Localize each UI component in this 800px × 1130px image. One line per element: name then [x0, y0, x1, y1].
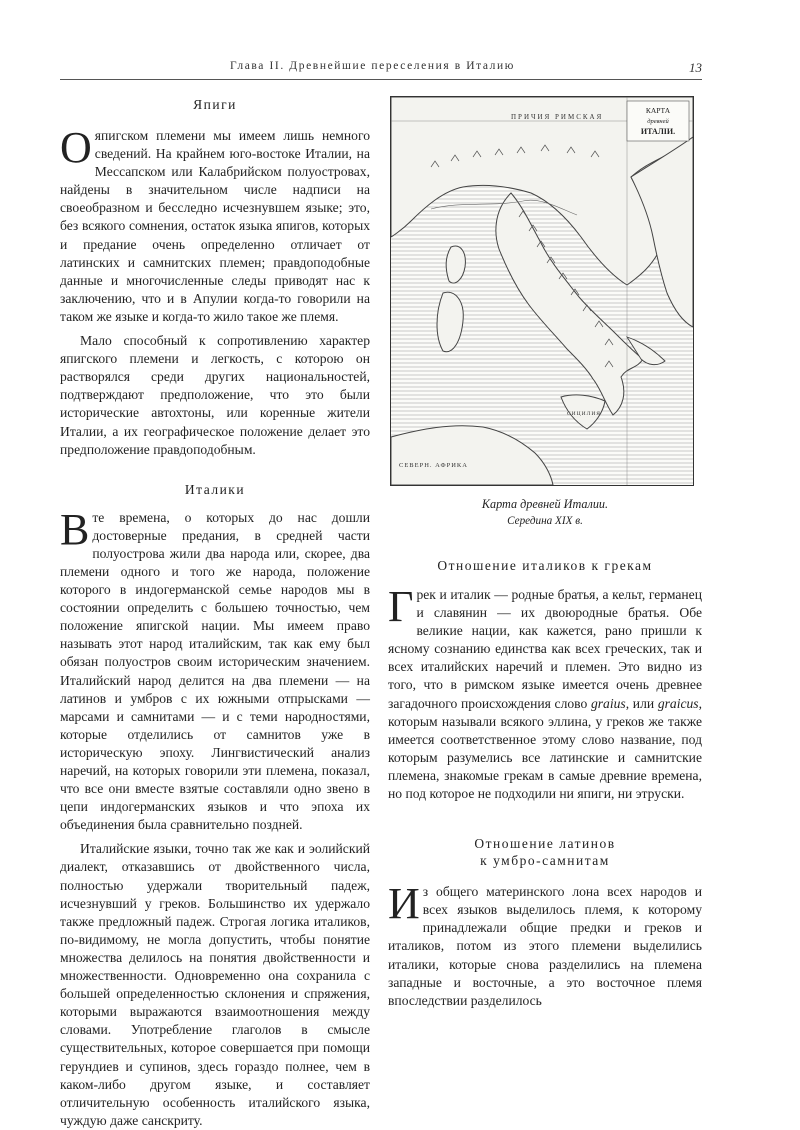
- paragraph: Грек и италик — родные братья, а кельт, германец и славянин — их двоюродные братья. Обе великие нации, как кажется, рано пришли к ясному сознанию единства как всех греческих, так и всех италийских наречий и племен. Это видно из того, что в римском языке имеется очень древнее загадочного происхождения слово graius, или graicus, которым называли всякого эллина, у греков же также имеется соответственное этому слово название, под которым разумелись все латинские и самнитские племена, знакомые грекам в самые древние времена, но под которое не подходили ни япиги, ни этруски.: [388, 582, 702, 802]
- section-heading-latins-umbro-samnites: Отношение латинов к умбро-самнитам: [474, 836, 616, 869]
- map-label-africa: СЕВЕРН. АФРИКА: [399, 462, 468, 469]
- paragraph: Ояпигском племени мы имеем лишь немного сведений. На крайнем юго-востоке Италии, на Мессапском или Калабрийском полуостровах, найдены в значительном числе надписи на своеобразном и бесследно исчезнувшем языке; это, без всякого сомнения, остаток языка япигов, которых и предание очень определенно отличает от латинских и самнитских племен; правдоподобные данные и многочисленные следы приводят нас к заключению, что и в Апулии когда-то говорили на таком же языке и когда-то жило такое же племя.: [60, 123, 370, 324]
- caption-date: Середина XIX в.: [507, 515, 583, 527]
- map-title-3: ИТАЛІИ.: [640, 127, 676, 136]
- chapter-title: Глава II. Древнейшие переселения в Италию: [230, 60, 515, 72]
- left-column: [60, 96, 370, 1130]
- paragraph: Италийские языки, точно так же как и эолийский диалект, отказавшись от двойственного числа, полностью удержали творительный падеж, исчезнувший у греков. Большинство их удержало также предложный падеж. Строгая логика италиков, по-видимому, не могла допустить, чтобы понятие множества делилось на понятия двойственности и множественности. Одновременно она сохранила с большей определенностью склонения и спряжения, которыми выражаются взаимоотношения между словами. Употребление глаголов в смысле существительных, которое совершается при помощи герундиев и супинов, здесь гораздо полнее, чем в каком-либо другом языке, и составляет отличительную особенность италийского языка, чуждую даже санскриту.: [60, 841, 370, 1128]
- drop-cap: О: [60, 123, 92, 172]
- running-header: [60, 60, 702, 78]
- map-label-sicily: СИЦИЛИЯ: [567, 411, 601, 417]
- map-caption: [388, 496, 702, 530]
- section-heading-italics: Италики: [184, 481, 246, 497]
- caption-title: Карта древней Италии.: [481, 497, 609, 511]
- map-title-1: КАРТА: [645, 106, 671, 115]
- latin-word: graicus: [657, 695, 699, 711]
- paragraph: Из общего материнского лона всех народов и всех языков выделилось племя, к которому принадлежали общие предки и греков и италиков, потом из этого племени выделились италики, которые снова разделились на племена западные и восточные, а это восточное племя впоследствии разделилось: [388, 879, 702, 1008]
- drop-cap: И: [388, 879, 420, 929]
- section-heading-iapygians: Япиги: [193, 97, 237, 112]
- right-column: [388, 96, 702, 1010]
- paragraph: Мало способный к сопротивлению характер япигского племени и легкость, с которою он растворялся среди других национальностей, подтверждают предположение, что это были исторические автохтоны, или коренные жители Италии, а их географическое положение делает это предположение правдоподобным.: [60, 333, 370, 457]
- italy-map-engraving: [391, 97, 693, 485]
- map-title-2: древней: [647, 118, 669, 125]
- header-rule: [60, 79, 702, 80]
- drop-cap: Г: [388, 582, 414, 631]
- map-illustration: [390, 96, 694, 486]
- drop-cap: В: [60, 504, 90, 554]
- section-heading-italics-greeks: Отношение италиков к грекам: [437, 558, 653, 573]
- map-label-sea: ПРИЧИЯ РИМСКАЯ: [511, 113, 604, 121]
- paragraph: Вте времена, о которых до нас дошли достоверные предания, в средней части полуострова жили два народа или, скорее, два племени одного и того же народа, положение которого в индогерманской семье народов мы в состоянии определить с большею точностью, чем положение япигской нации. Мы имеем право называть этот народ италийским, так как ему был обязан полуостров своим историческим значением. Италийский народ делится на два племени — на латинов и умбров с их южными отпрысками — марсами и самнитами — и с теми народностями, которые отделились от самнитов уже в историческую эпоху. Лингвистический анализ наречий, на которых говорили эти племена, показал, что все они вместе взятые составляли одно звено в цепи индогерманских языков и что эпоха их объединения была сравнительно поздней.: [60, 504, 370, 833]
- latin-word: graius: [590, 695, 626, 711]
- page-number: 13: [689, 60, 702, 75]
